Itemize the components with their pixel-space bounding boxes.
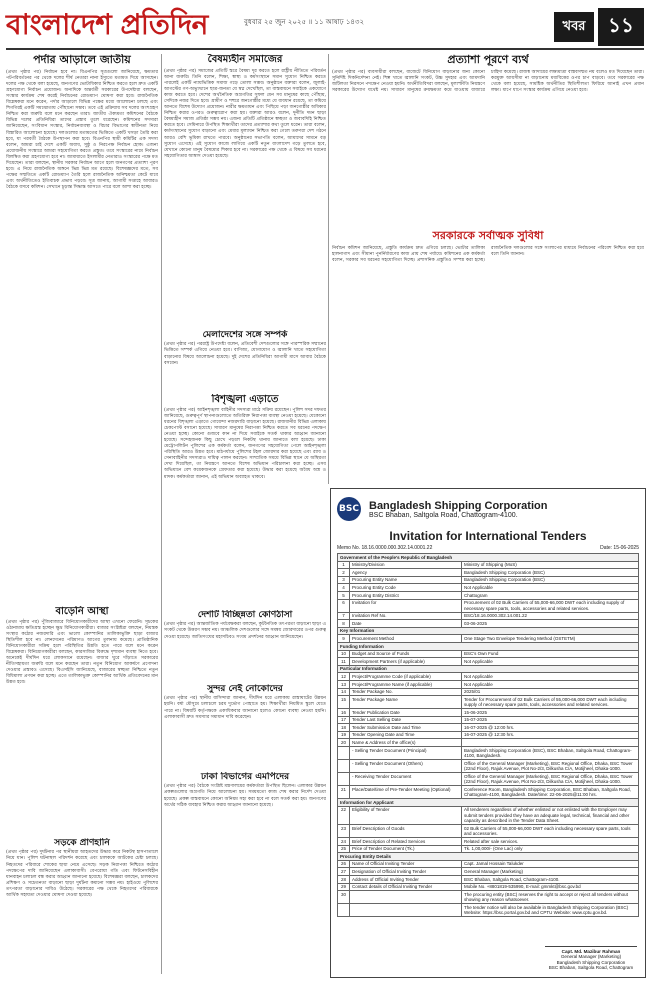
tender-row-number: 8: [338, 620, 350, 628]
tender-row-number: 26: [338, 860, 350, 868]
signatory-org: Bangladesh Shipping Corporation: [556, 959, 626, 965]
tender-row-key: Tender Package Name: [350, 696, 462, 709]
tender-org-address: BSC Bhaban, Saltgola Road, Chattogram-4100.: [369, 511, 518, 519]
article-2-headline: বৈষম্যহীন সমাজের: [207, 54, 283, 65]
tender-row: [338, 904, 639, 917]
tender-section-row: [338, 642, 639, 650]
tender-row-key: [350, 891, 462, 904]
article-7-headline: দেশটি বিচ্ছিন্নতা কোণঠাসা: [197, 610, 293, 620]
article-9-headline: ঢাকা বিভাগের এমপিদের: [200, 772, 290, 782]
tender-row: [338, 650, 639, 658]
col-divider: [161, 54, 162, 974]
tender-row-key: Eligibility of Tender: [350, 806, 462, 824]
tender-row: [338, 773, 639, 786]
article-7: [164, 610, 326, 680]
tender-row: [338, 845, 639, 853]
tender-row: [338, 739, 639, 747]
memo-number: Memo No. 18.16.0000.000.302.14.0001.22: [337, 545, 433, 551]
article-11-body: (প্রথম পৃষ্ঠার পর) দুর্ঘটনার পর স্থানীয়রা আহতদের উদ্ধার করে নিকটস্থ হাসপাতালে নিয়ে যান। পুলিশ ঘটনাস্থল পরিদর্শন করেছে এবং চালককে আটকের চেষ্টা চলছে। নিহতদের পরিবারে শোকের ছায়া নেমে এসেছে। সড়ক নিরাপত্তা নিশ্চিতে কঠোর পদক্ষেপের দাবি জানিয়েছেন এলাকাবাসী। বেপরোয়া গতি এবং ফিটনেসবিহীন যানবাহন চলাচল বন্ধ করার আহ্বান জানানো হয়েছে। বিশেষজ্ঞরা বলছেন, চালকদের প্রশিক্ষণ ও সচেতনতা বাড়ানো ছাড়া দুর্ঘটনা কমানো সম্ভব নয়। হাইওয়ে পুলিশের তৎপরতা বাড়ানোর দাবিও উঠেছে। সরকারের পক্ষ থেকে নিহতদের পরিবারকে আর্থিক সহায়তা দেওয়ার ঘোষণা দেওয়া হয়েছে।: [6, 850, 158, 898]
tender-row: [338, 591, 639, 599]
tender-row-key: - Receiving Tender Document: [350, 773, 462, 786]
signatory-name: Capt. Md. Mazibur Rahman: [561, 948, 621, 954]
tender-row-key: Ministry/Division: [350, 561, 462, 569]
tender-row-value: Conference Room, Bangladesh Shipping Corporation, BSC Bhaban, Saltgola Road, Chattogram-4100, Bangladesh. Date/time: 22-06-2025@11:00 hrs.: [462, 786, 639, 799]
article-9-body: (প্রথম পৃষ্ঠার পর) বৈঠকে সংশ্লিষ্ট মন্ত্রণালয়ের কর্মকর্তারা উপস্থিত ছিলেন। এলাকার উন্নয়ন প্রকল্পগুলোর অগ্রগতি নিয়ে আলোচনা হয়। সময়মতো কাজ শেষ করার নির্দেশ দেওয়া হয়েছে। প্রকল্প বাস্তবায়নে কোনো অনিয়ম সহ্য করা হবে না বলে সতর্ক করা হয়। জনগণের অর্থের সঠিক ব্যবহার নিশ্চিত করার আহ্বান জানানো হয়েছে।: [164, 784, 326, 808]
date-line: বুধবার ২৫ জুন ২০২৫ ॥ ১১ আষাঢ় ১৪৩২: [244, 18, 365, 26]
article-7-body: (প্রথম পৃষ্ঠার পর) আন্তর্জাতিক পর্যবেক্ষকরা বলছেন, কূটনৈতিক তৎপরতা বাড়ানো ছাড়া এ সংকট থেকে উত্তরণ সম্ভব নয়। আঞ্চলিক দেশগুলোর সঙ্গে সমন্বয় জোরদারের ওপর গুরুত্ব দেওয়া হয়েছে। জাতিসংঘের মহাসচিবও সংযম প্রদর্শনের আহ্বান জানিয়েছেন।: [164, 622, 326, 640]
article-6-headline: বিশৃঙ্খলা এড়াতে: [211, 394, 279, 405]
tender-row-value: Bangladesh Shipping Corporation (BSC): [462, 576, 639, 584]
article-4: [332, 230, 644, 484]
article-8-headline: সুন্দর নেই নোকোদের: [207, 684, 283, 694]
page-number: ১১: [598, 8, 644, 46]
tender-row: [338, 576, 639, 584]
tender-section-row: [338, 554, 639, 562]
tender-row-key: - Selling Tender Document (Principal): [350, 747, 462, 760]
section-badge: খবর: [554, 12, 594, 42]
article-11: [6, 838, 158, 978]
tender-row-number: 20: [338, 739, 350, 747]
signatory-title: General Manager (Marketing): [560, 954, 622, 960]
bsc-logo-icon: BSC: [337, 497, 361, 521]
tender-row: [338, 680, 639, 688]
tender-row-number: 1: [338, 561, 350, 569]
tender-row-key: Address of Official Inviting Tender: [350, 876, 462, 884]
tender-row-number: 18: [338, 724, 350, 732]
memo-date: Date: 15-06-2025: [600, 545, 639, 551]
tender-row-number: 30: [338, 891, 350, 904]
tender-section-row: [338, 853, 639, 861]
article-1-body: (প্রথম পৃষ্ঠার পর) নির্বাচন হবে না। বিএনপির সূত্রগুলো জানিয়েছে, ক্ষমতার পটপরিবর্তনের পর থেকে দলের শীর্ষ নেতারা নানা ইস্যুতে মতামত দিয়ে আসছেন। দলের পক্ষ থেকে বলা হয়েছে, জনগণের ভোটাধিকার নিশ্চিত করতে হলে দ্রুত একটি গ্রহণযোগ্য নির্বাচন প্রয়োজন। অন্যদিকে অন্তর্বর্তী সরকারের উপদেষ্টারা বলছেন, সংস্কার কার্যক্রম শেষ করেই নির্বাচনের রোডম্যাপ ঘোষণা করা হবে। রাজনৈতিক বিশ্লেষকরা মনে করেন, পর্দার আড়ালে বিভিন্ন পক্ষের মধ্যে আলোচনা চলছে এবং শিগগিরই একটি সমঝোতায় পৌঁছানো সম্ভব। তবে এই প্রক্রিয়ায় সব দলের অংশগ্রহণ নিশ্চিত করা জরুরি বলে মনে করছেন তারা। জাতীয় ঐক্যমত্য কমিশনের বৈঠকে বিভিন্ন দলের প্রতিনিধিরা তাদের প্রস্তাব তুলে ধরেছেন। কমিশনের সদস্যরা জানিয়েছেন, সংবিধান সংস্কার, নির্বাচনব্যবস্থা ও বিচার বিভাগের স্বাধীনতা নিয়ে বিস্তারিত আলোচনা হয়েছে। দলগুলোর মতামতের ভিত্তিতে একটি খসড়া তৈরি করা হবে, যা পরবর্তী বৈঠকে উপস্থাপন করা হবে। বিএনপির স্থায়ী কমিটির এক সদস্য বলেন, আমরা চাই দেশে একটি অবাধ, সুষ্ঠু ও নিরপেক্ষ নির্বাচন হোক। এজন্য প্রয়োজনীয় সংস্কারে আমরা সহযোগিতা করতে প্রস্তুত। তবে সংস্কারের নামে নির্বাচন বিলম্বিত করা গ্রহণযোগ্য হবে না। জামায়াতে ইসলামীর নেতারাও সংস্কারের পক্ষে মত দিয়েছেন। তারা বলছেন, স্থানীয় সরকার নির্বাচন আগে হলে জনগণের প্রত্যাশা পূরণ হবে। এ নিয়ে রাজনৈতিক অঙ্গনে ভিন্ন ভিন্ন মত রয়েছে। বিশেষজ্ঞদের মতে, সব পক্ষের সম্মতিতে একটি রোডম্যাপ তৈরি হলে রাজনৈতিক অনিশ্চয়তা কেটে যাবে এবং অর্থনীতিতেও ইতিবাচক প্রভাব পড়বে। সূত্র জানায়, আগামী সপ্তাহে আবারও বৈঠকে বসবে কমিশন। সেখানে চূড়ান্ত সিদ্ধান্ত আসতে পারে বলে আশা করা হচ্ছে।: [6, 69, 158, 191]
tender-row-number: 17: [338, 716, 350, 724]
tender-row-number: 9: [338, 635, 350, 643]
tender-row-value: Related after sale services.: [462, 838, 639, 846]
article-4-body: নির্বাচন কমিশন জানিয়েছে, প্রস্তুতি কার্যক্রম দ্রুত এগিয়ে চলছে। ভোটার তালিকা হালনাগাদ এবং সীমানা পুনর্নির্ধারণের কাজ প্রায় শেষ পর্যায়ে। কমিশনের এক কর্মকর্তা বলেন, সরকার সব ধরনের সহযোগিতা দিচ্ছে। প্রশাসনিক প্রস্তুতিও সম্পন্ন করা হচ্ছে। রাজনৈতিক দলগুলোর সঙ্গে সংলাপের মাধ্যমে নির্বাচনের পরিবেশ নিশ্চিত করা হবে বলে তিনি জানান।: [332, 245, 644, 263]
tender-row-key: Designation of Official Inviting Tender: [350, 868, 462, 876]
tender-row-key: Development Partners (if applicable): [350, 658, 462, 666]
tender-section-row: [338, 665, 639, 673]
tender-row-number: 14: [338, 688, 350, 696]
tender-signature-block: [545, 937, 637, 971]
article-5-headline: মেলাদেশের সঙ্গে সম্পর্ক: [202, 330, 288, 340]
tender-row-value: Tender for Procurement of 02 Bulk Carriers of 55,000-66,000 DWT each including supply of necessary spare parts, tools, accessories and related services.: [462, 696, 639, 709]
tender-row-number: 22: [338, 806, 350, 824]
tender-section-label: Government of the People's Republic of Bangladesh: [338, 554, 639, 562]
tender-row-number: 10: [338, 650, 350, 658]
tender-section-row: [338, 627, 639, 635]
tender-row-value: 02 Bulk Carriers of 55,000-66,000 DWT each including necessary spare parts, tools and accessories.: [462, 825, 639, 838]
tender-row-number: 11: [338, 658, 350, 666]
tender-row-value: BSC/18.16.0000.302.14.001.22: [462, 612, 639, 620]
tender-row-key: Name of Official Inviting Tender: [350, 860, 462, 868]
tender-row: [338, 747, 639, 760]
tender-row-value: BSC's Own Fund: [462, 650, 639, 658]
tender-row: [338, 584, 639, 592]
tender-row-number: 24: [338, 838, 350, 846]
newspaper-logo: [6, 6, 208, 46]
tender-row: [338, 786, 639, 799]
article-1: [6, 54, 158, 602]
tender-row-number: 7: [338, 612, 350, 620]
tender-row: [338, 806, 639, 824]
tender-row-value: Not Applicable: [462, 673, 639, 681]
article-11-headline: সড়কে প্রাণহানি: [54, 838, 110, 848]
tender-row-key: Contact details of Official Inviting Tender: [350, 883, 462, 891]
tender-row-value: 03-06-2025: [462, 620, 639, 628]
tender-row-value: Capt. Jamal Hossain Talukder: [462, 860, 639, 868]
tender-row: [338, 825, 639, 838]
tender-row-value: Not Applicable: [462, 584, 639, 592]
tender-row: [338, 709, 639, 717]
tender-row-number: 21: [338, 786, 350, 799]
tender-row-value: The procuring entity (BSC) reserves the right to accept or reject all tenders without showing any reason whatsoever.: [462, 891, 639, 904]
tender-header: [337, 493, 639, 525]
tender-row-number: [338, 904, 350, 917]
tender-row-value: 15-07-2025: [462, 716, 639, 724]
tender-row-number: 28: [338, 876, 350, 884]
tender-row-key: Brief Description of Goods: [350, 825, 462, 838]
tender-row-number: 19: [338, 731, 350, 739]
tender-row-number: 27: [338, 868, 350, 876]
tender-row: [338, 760, 639, 773]
article-3-headline: প্রত্যাশা পূরণে ব্যর্থ: [447, 54, 529, 66]
article-6: [164, 394, 326, 606]
signature-line: [545, 937, 637, 947]
tender-row-value: 16-07-2025 @ 12:30 hrs.: [462, 731, 639, 739]
tender-row-value: Office of the General Manager (Marketing), BSC Regional Office, Dhaka, BSC Tower (22nd Floor), Rajuk Avenue, Plot No-2/3, Dilkusha C/A, Motijheel, Dhaka-1000.: [462, 760, 639, 773]
tender-row-value: BSC Bhaban, Saltgola Road, Chattogram-4100.: [462, 876, 639, 884]
tender-row-value: 15-06-2025: [462, 709, 639, 717]
tender-row-key: Procuring Entity District: [350, 591, 462, 599]
tender-row-key: Brief Description of Related Services: [350, 838, 462, 846]
tender-row: [338, 883, 639, 891]
tender-row-value: Office of the General Manager (Marketing), BSC Regional Office, Dhaka, BSC Tower (22nd Floor), Rajuk Avenue, Plot No-2/3, Dilkusha C/A, Motijheel, Dhaka-1000.: [462, 773, 639, 786]
tender-row-key: Tender Publication Date: [350, 709, 462, 717]
article-1-headline: পর্দার আড়ালে জাতীয়: [33, 54, 131, 66]
tender-row-value: Ministry of Shipping (MoS): [462, 561, 639, 569]
tender-row-number: 25: [338, 845, 350, 853]
tender-row: [338, 724, 639, 732]
tender-row: [338, 599, 639, 612]
tender-row-value: 16-07-2025 @ 12:00 hrs.: [462, 724, 639, 732]
tender-row: [338, 716, 639, 724]
tender-title: Invitation for International Tenders: [389, 529, 587, 543]
tender-row-key: Date: [350, 620, 462, 628]
tender-row-number: [338, 747, 350, 760]
tender-row-value: Procurement of 02 Bulk Carriers of 55,000-66,000 DWT each including supply of necessary spare parts, tools, accessories and related services.: [462, 599, 639, 612]
tender-row-number: 12: [338, 673, 350, 681]
tender-row-number: 23: [338, 825, 350, 838]
tender-row-value: One Stage Two Envelope Tendering Method (OSTETM): [462, 635, 639, 643]
tender-notice: [330, 488, 646, 978]
tender-org-name: Bangladesh Shipping Corporation: [369, 499, 548, 512]
tender-row-value: 2025/01: [462, 688, 639, 696]
tender-row-value: General Manager (Marketing): [462, 868, 639, 876]
tender-row-key: Invitation Ref No.: [350, 612, 462, 620]
tender-row-number: 16: [338, 709, 350, 717]
tender-section-label: Funding Information: [338, 642, 639, 650]
logo-text: বাংলাদেশ প্রতিদিন: [6, 7, 208, 41]
tender-row-number: [338, 773, 350, 786]
tender-row-key: [350, 904, 462, 917]
article-3-body: (প্রথম পৃষ্ঠার পর) ব্যবসায়ীরা বলছেন, বাজেটে বিনিয়োগ বাড়ানোর জন্য কোনো সুনির্দিষ্ট দিকনির্দেশনা নেই। শিল্প খাতে জ্বালানি সংকট, উচ্চ সুদহার এবং আমদানি জটিলতা নিরসনে পদক্ষেপ নেওয়া হয়নি। অর্থনীতিবিদরা বলছেন, মূল্যস্ফীতি নিয়ন্ত্রণে সরকারের উদ্যোগ যথেষ্ট নয়। সাধারণ মানুষের ক্রয়ক্ষমতা কমে যাওয়ায় বাজারে চাহিদা কমেছে। রাজস্ব আদায়ের লক্ষ্যমাত্রা বাস্তবসম্মত নয় বলেও মত দিয়েছেন তারা। করমুক্ত আয়সীমা না বাড়ানোয় মধ্যবিত্তের ওপর চাপ বাড়বে। তবে সরকারের পক্ষ থেকে বলা হয়েছে, সামষ্টিক অর্থনীতির স্থিতিশীলতা ফিরিয়ে আনাই এখন প্রধান লক্ষ্য। ধাপে ধাপে সংস্কার কার্যক্রম এগিয়ে নেওয়া হবে।: [332, 69, 644, 93]
tender-row-value: Not Applicable: [462, 658, 639, 666]
tender-section-label: Key Information: [338, 627, 639, 635]
tender-row: [338, 635, 639, 643]
tender-row-key: Place/Date/time of Pre-Tender Meeting (Optional): [350, 786, 462, 799]
tender-row-key: Agency: [350, 569, 462, 577]
tender-row-number: 2: [338, 569, 350, 577]
tender-row: [338, 673, 639, 681]
tender-row-key: Tender Submission Date and Time: [350, 724, 462, 732]
tender-row-number: [338, 760, 350, 773]
tender-row-value: All tenderers regardless of whether enlisted or not enlisted with the Employer may submit tenders provided they have an adequate legal, technical, financial and other capacity as described in the Tender Data Sheet.: [462, 806, 639, 824]
tender-row-value: Tk. 1,00,000/- (One Lac) only: [462, 845, 639, 853]
tender-row: [338, 688, 639, 696]
tender-row-key: Procuring Entity Name: [350, 576, 462, 584]
tender-row-number: 29: [338, 883, 350, 891]
tender-row-key: Tender Opening Date and Time: [350, 731, 462, 739]
tender-row: [338, 561, 639, 569]
tender-row: [338, 696, 639, 709]
col-divider: [328, 54, 329, 484]
tender-row-value: Not Applicable: [462, 680, 639, 688]
tender-row: [338, 868, 639, 876]
tender-row: [338, 658, 639, 666]
article-9: [164, 772, 326, 976]
masthead: [6, 4, 644, 50]
article-5-body: (প্রথম পৃষ্ঠার পর) পররাষ্ট্র উপদেষ্টা বলেন, প্রতিবেশী দেশগুলোর সঙ্গে পারস্পরিক সম্মানের ভিত্তিতে সম্পর্ক এগিয়ে নেওয়া হবে। বাণিজ্য, যোগাযোগ ও জ্বালানি খাতে সহযোগিতা বাড়ানোর বিষয়ে আলোচনা হয়েছে। দুই দেশের প্রতিনিধিরা আগামী মাসে আবার বৈঠকে বসবেন।: [164, 342, 326, 366]
tender-row-key: Tender Package No.: [350, 688, 462, 696]
tender-row-key: Tender Last Selling Date: [350, 716, 462, 724]
tender-row-key: Name & Address of the office(s): [350, 739, 462, 747]
tender-row-number: 5: [338, 591, 350, 599]
tender-row-number: 4: [338, 584, 350, 592]
article-2: [164, 54, 326, 326]
tender-row-number: 13: [338, 680, 350, 688]
tender-row-value: Bangladesh Shipping Corporation (BSC), BSC Bhaban, Saltgola Road, Chattogram-4100, Bangladesh.: [462, 747, 639, 760]
tender-row-key: Invitation for: [350, 599, 462, 612]
tender-row: [338, 876, 639, 884]
tender-row-key: Price of Tender Document (Tk.): [350, 845, 462, 853]
tender-row: [338, 838, 639, 846]
tender-row-key: Procurement Method: [350, 635, 462, 643]
article-8: [164, 684, 326, 768]
tender-row-value: Bangladesh Shipping Corporation (BSC): [462, 569, 639, 577]
tender-row: [338, 620, 639, 628]
article-5: [164, 330, 326, 390]
article-10-headline: বাড়েনি আস্থা: [55, 606, 109, 617]
tender-row-key: Project/Programme Name (if applicable): [350, 680, 462, 688]
tender-row-key: Project/Programme Code (if applicable): [350, 673, 462, 681]
tender-row-number: 15: [338, 696, 350, 709]
article-6-body: (প্রথম পৃষ্ঠার পর) আইনশৃঙ্খলা বাহিনীর সদস্যরা মাঠে সক্রিয় রয়েছেন। পুলিশ সদর দফতর জানিয়েছে, গুরুত্বপূর্ণ স্থাপনাগুলোতে অতিরিক্ত নিরাপত্তা ব্যবস্থা নেওয়া হয়েছে। যেকোনো ধরনের বিশৃঙ্খলা এড়াতে গোয়েন্দা নজরদারি বাড়ানো হয়েছে। রাজধানীর বিভিন্ন এলাকায় চেকপোস্ট বসানো হয়েছে। সাধারণ মানুষের নিরাপত্তা নিশ্চিত করতে সব ধরনের পদক্ষেপ নেওয়া হচ্ছে। কোনো গুজবে কান না দিয়ে সবাইকে সতর্ক থাকার আহ্বান জানানো হয়েছে। সন্দেহজনক কিছু চোখে পড়লে নিকটস্থ থানায় জানাতে বলা হয়েছে। ঢাকা মেট্রোপলিটন পুলিশের এক কর্মকর্তা বলেন, জনগণের সহযোগিতা পেলে আইনশৃঙ্খলা পরিস্থিতি আরও উন্নত হবে। মাঠপর্যায়ে পুলিশের টহল জোরদার করা হয়েছে এবং র‌্যাব ও সেনাবাহিনীর সদস্যরাও দায়িত্ব পালন করছেন। সাম্প্রতিক সময়ে বিভিন্ন স্থানে যে অস্থিরতা দেখা দিয়েছিল, তা নিয়ন্ত্রণে আনতে বিশেষ অভিযান পরিচালনা করা হচ্ছে। এসব অভিযানে বেশ কয়েকজনকে গ্রেফতার করা হয়েছে। উদ্ধার করা হয়েছে অবৈধ অস্ত্র ও মাদক। কর্মকর্তারা জানান, এই অভিযান অব্যাহত থাকবে।: [164, 407, 326, 480]
tender-section-row: [338, 799, 639, 807]
article-10: [6, 606, 158, 834]
tender-row: [338, 891, 639, 904]
article-2-body: (প্রথম পৃষ্ঠার পর) সমাজের প্রতিটি স্তরে বৈষম্য দূর করতে হলে রাষ্ট্রীয় নীতিতে পরিবর্তন আনা জরুরি। তিনি বলেন, শিক্ষা, স্বাস্থ্য ও কর্মসংস্থানে সমান সুযোগ নিশ্চিত করতে পারলেই একটি ন্যায়ভিত্তিক সমাজ গড়ে তোলা সম্ভব। অনুষ্ঠানে বক্তারা বলেন, জুলাই-আগস্টের গণ-অভ্যুত্থানে ছাত্র-জনতা যে স্বপ্ন দেখেছিল, তা বাস্তবায়নে সবাইকে একযোগে কাজ করতে হবে। দেশের অর্থনৈতিক অগ্রগতির সুফল যেন সব মানুষের কাছে পৌঁছায়, সেদিকে নজর দিতে হবে। গ্রামীণ ও শহুরে জনগোষ্ঠীর মধ্যে যে ব্যবধান রয়েছে, তা কমিয়ে আনতে বিশেষ উদ্যোগ প্রয়োজন। নারীর ক্ষমতায়ন এবং পিছিয়ে পড়া জনগোষ্ঠীর অধিকার নিশ্চিত করার ওপরও গুরুত্বারোপ করা হয়। বক্তারা আরও বলেন, দুর্নীতি দমন ছাড়া বৈষম্যহীন সমাজ প্রতিষ্ঠা সম্ভব নয়। এজন্য প্রতিটি প্রতিষ্ঠানে স্বচ্ছতা ও জবাবদিহি নিশ্চিত করতে হবে। সেমিনারে উপস্থিত শিক্ষার্থীরা তাদের প্রত্যাশার কথা তুলে ধরেন। তারা বলেন, কর্মসংস্থানের সুযোগ বাড়ানো এবং মেধার মূল্যায়ন নিশ্চিত করা গেলে তরুণরা দেশ গঠনে আরও বেশি ভূমিকা রাখতে পারবে। অনুষ্ঠানের সভাপতি বলেন, আমাদের সামনে বড় সুযোগ এসেছে। এই সুযোগ কাজে লাগিয়ে একটি নতুন বাংলাদেশ গড়ে তুলতে হবে, যেখানে কোনো মানুষ বৈষম্যের শিকার হবে না। সরকারের পক্ষ থেকে এ বিষয়ে সব ধরনের সহযোগিতার আশ্বাস দেওয়া হয়েছে।: [164, 68, 326, 159]
tender-row-value: Mobile No. +8801819-535990, E-mail: gmmkt@bsc.gov.bd: [462, 883, 639, 891]
tender-row-key: Procuring Entity Code: [350, 584, 462, 592]
article-8-body: (প্রথম পৃষ্ঠার পর) স্থানীয় বাসিন্দারা জানান, দীর্ঘদিন ধরে এলাকায় রাস্তাঘাটের উন্নয়ন হয়নি। বর্ষা মৌসুমে চলাচলে চরম দুর্ভোগ পোহাতে হয়। শিক্ষার্থীরা নিয়মিত স্কুলে যেতে পারে না। বিষয়টি কর্তৃপক্ষকে একাধিকবার জানানো হলেও কোনো ব্যবস্থা নেওয়া হয়নি। এলাকাবাসী দ্রুত সমস্যার সমাধান দাবি করেছেন।: [164, 696, 326, 720]
tender-row-number: 6: [338, 599, 350, 612]
article-3: [332, 54, 644, 226]
tender-section-label: Information for Applicant: [338, 799, 639, 807]
tender-row: [338, 731, 639, 739]
tender-row: [338, 860, 639, 868]
signatory-address: BSC Bhaban, Saltgola Road, Chattogram: [548, 965, 634, 971]
tender-section-label: Particular Information: [338, 665, 639, 673]
tender-row-number: 3: [338, 576, 350, 584]
tender-row: [338, 569, 639, 577]
article-4-headline: সরকারকে সর্বাত্মক সুবিধা: [432, 230, 544, 242]
tender-memo: [337, 545, 639, 551]
article-10-body: (প্রথম পৃষ্ঠার পর) পুঁজিবাজারে বিনিয়োগকারীদের আস্থা এখনো ফেরেনি। সূচকের ওঠানামায় ক্ষতিগ্রস্ত হচ্ছেন ক্ষুদ্র বিনিয়োগকারীরা। বাজার সংশ্লিষ্টরা বলছেন, নিয়ন্ত্রক সংস্থার কঠোর নজরদারি এবং ভালো কোম্পানির তালিকাভুক্তি ছাড়া বাজার স্থিতিশীল হবে না। লেনদেনের পরিমাণও আগের তুলনায় কমেছে। প্রাতিষ্ঠানিক বিনিয়োগকারীরা সক্রিয় হলে পরিস্থিতির উন্নতি হতে পারে বলে মনে করেন বিশ্লেষকরা। বিনিয়োগকারীরা বলছেন, কারসাজির বিরুদ্ধে দৃশ্যমান ব্যবস্থা নিতে হবে। অনেকেই দীর্ঘদিন ধরে লোকসানে রয়েছেন। বাজার ঘুরে দাঁড়াতে সরকারের নীতিসহায়তা জরুরি বলে মনে করছেন তারা। নতুন বিনিয়োগ আকর্ষণে প্রণোদনা দেওয়ার প্রস্তাবও এসেছে। বিএসইসি জানিয়েছে, বাজারের স্বচ্ছতা নিশ্চিতে নতুন বিধিমালা প্রণয়ন করা হচ্ছে। এতে তালিকাভুক্ত কোম্পানির আর্থিক প্রতিবেদনের মান উন্নত হবে।: [6, 619, 158, 686]
tender-row: [338, 612, 639, 620]
tender-row-key: - Selling Tender Document (Others): [350, 760, 462, 773]
tender-row-value: The tender notice will also be available in Bangladesh Shipping Corporation (BSC) Website: https://bsc.portal.gov.bd and CPTU Website: www.cptu.gov.bd.: [462, 904, 639, 917]
tender-table: [337, 553, 639, 917]
tender-row-value: Chattogram: [462, 591, 639, 599]
tender-row-key: Budget and Source of Funds: [350, 650, 462, 658]
tender-section-label: Procuring Entity Details: [338, 853, 639, 861]
tender-row-value: [462, 739, 639, 747]
